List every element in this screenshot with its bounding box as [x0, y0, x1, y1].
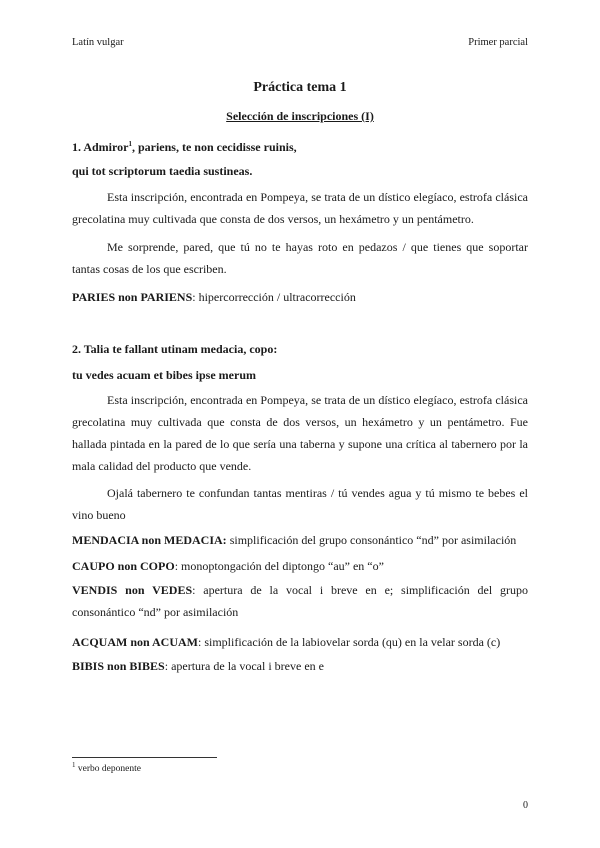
page-title: Práctica tema 1	[253, 80, 347, 95]
section2-note	[72, 655, 324, 677]
note-text: : apertura de la vocal i breve en e	[164, 659, 324, 673]
footnote-number: 1	[72, 760, 76, 769]
section2-note	[72, 529, 516, 551]
section1-heading-line1	[72, 136, 297, 158]
section1-heading-a: 1. Admiror	[72, 140, 129, 154]
note-text: : monoptongación del diptongo “au” en “o”	[174, 559, 384, 573]
footnote-text: verbo deponente	[75, 764, 141, 774]
footnote-ref: 1	[128, 140, 132, 148]
section2-note	[72, 631, 500, 653]
section2-paragraph-2: Ojalá tabernero te confundan tantas mentiras / tú vendes agua y tú mismo te bebes el vino bueno	[72, 486, 528, 522]
note-bold: BIBIS non BIBES	[72, 659, 165, 673]
section2-paragraph-1: Esta inscripción, encontrada en Pompeya, se trata de un dístico elegíaco, estrofa clásica grecolatina muy cultivada que consta de dos versos, un hexámetro y un pentámetro. Fue hallada pintada en la pared de lo que sería una taberna y supone una crítica al tabernero por la mala calidad del producto que vende.	[72, 393, 528, 473]
note-bold: ACQUAM non ACUAM	[72, 635, 198, 649]
header-right: Primer parcial	[468, 37, 528, 48]
note-bold: CAUPO non COPO	[72, 559, 175, 573]
note-bold: MENDACIA non MEDACIA:	[72, 533, 227, 547]
section2-note	[72, 555, 384, 577]
section1-note	[72, 286, 356, 308]
section2-note	[72, 579, 528, 623]
section2-heading-line2: tu vedes acuam et bibes ipse merum	[72, 368, 256, 382]
section1-note-text: : hipercorrección / ultracorrección	[192, 290, 356, 304]
page-number: 0	[523, 800, 528, 811]
page-subtitle: Selección de inscripciones (I)	[226, 109, 374, 123]
footnote	[72, 760, 141, 774]
section1-note-bold: PARIES non PARIENS	[72, 290, 193, 304]
note-bold: VENDIS non VEDES	[72, 583, 193, 597]
section1-paragraph-1: Esta inscripción, encontrada en Pompeya, se trata de un dístico elegíaco, estrofa clásica grecolatina muy cultivada que consta de dos versos, un hexámetro y un pentámetro.	[72, 190, 528, 226]
section1-heading-b: , pariens, te non cecidisse ruinis,	[131, 140, 297, 154]
section1-paragraph-2: Me sorprende, pared, que tú no te hayas roto en pedazos / que tienes que soportar tantas cosas de los que escriben.	[72, 240, 528, 276]
section1-heading-line2: qui tot scriptorum taedia sustineas.	[72, 164, 253, 178]
note-text: simplificación del grupo consonántico “nd” por asimilación	[226, 533, 517, 547]
note-text: : apertura de la vocal i breve en e; simplificación del grupo consonántico “nd” por asimilación	[72, 583, 528, 619]
note-text: : simplificación de la labiovelar sorda (qu) en la velar sorda (c)	[198, 635, 501, 649]
header-left: Latín vulgar	[72, 37, 124, 48]
section2-heading-line1: 2. Talia te fallant utinam medacia, copo:	[72, 342, 278, 356]
footnote-divider	[72, 757, 217, 758]
